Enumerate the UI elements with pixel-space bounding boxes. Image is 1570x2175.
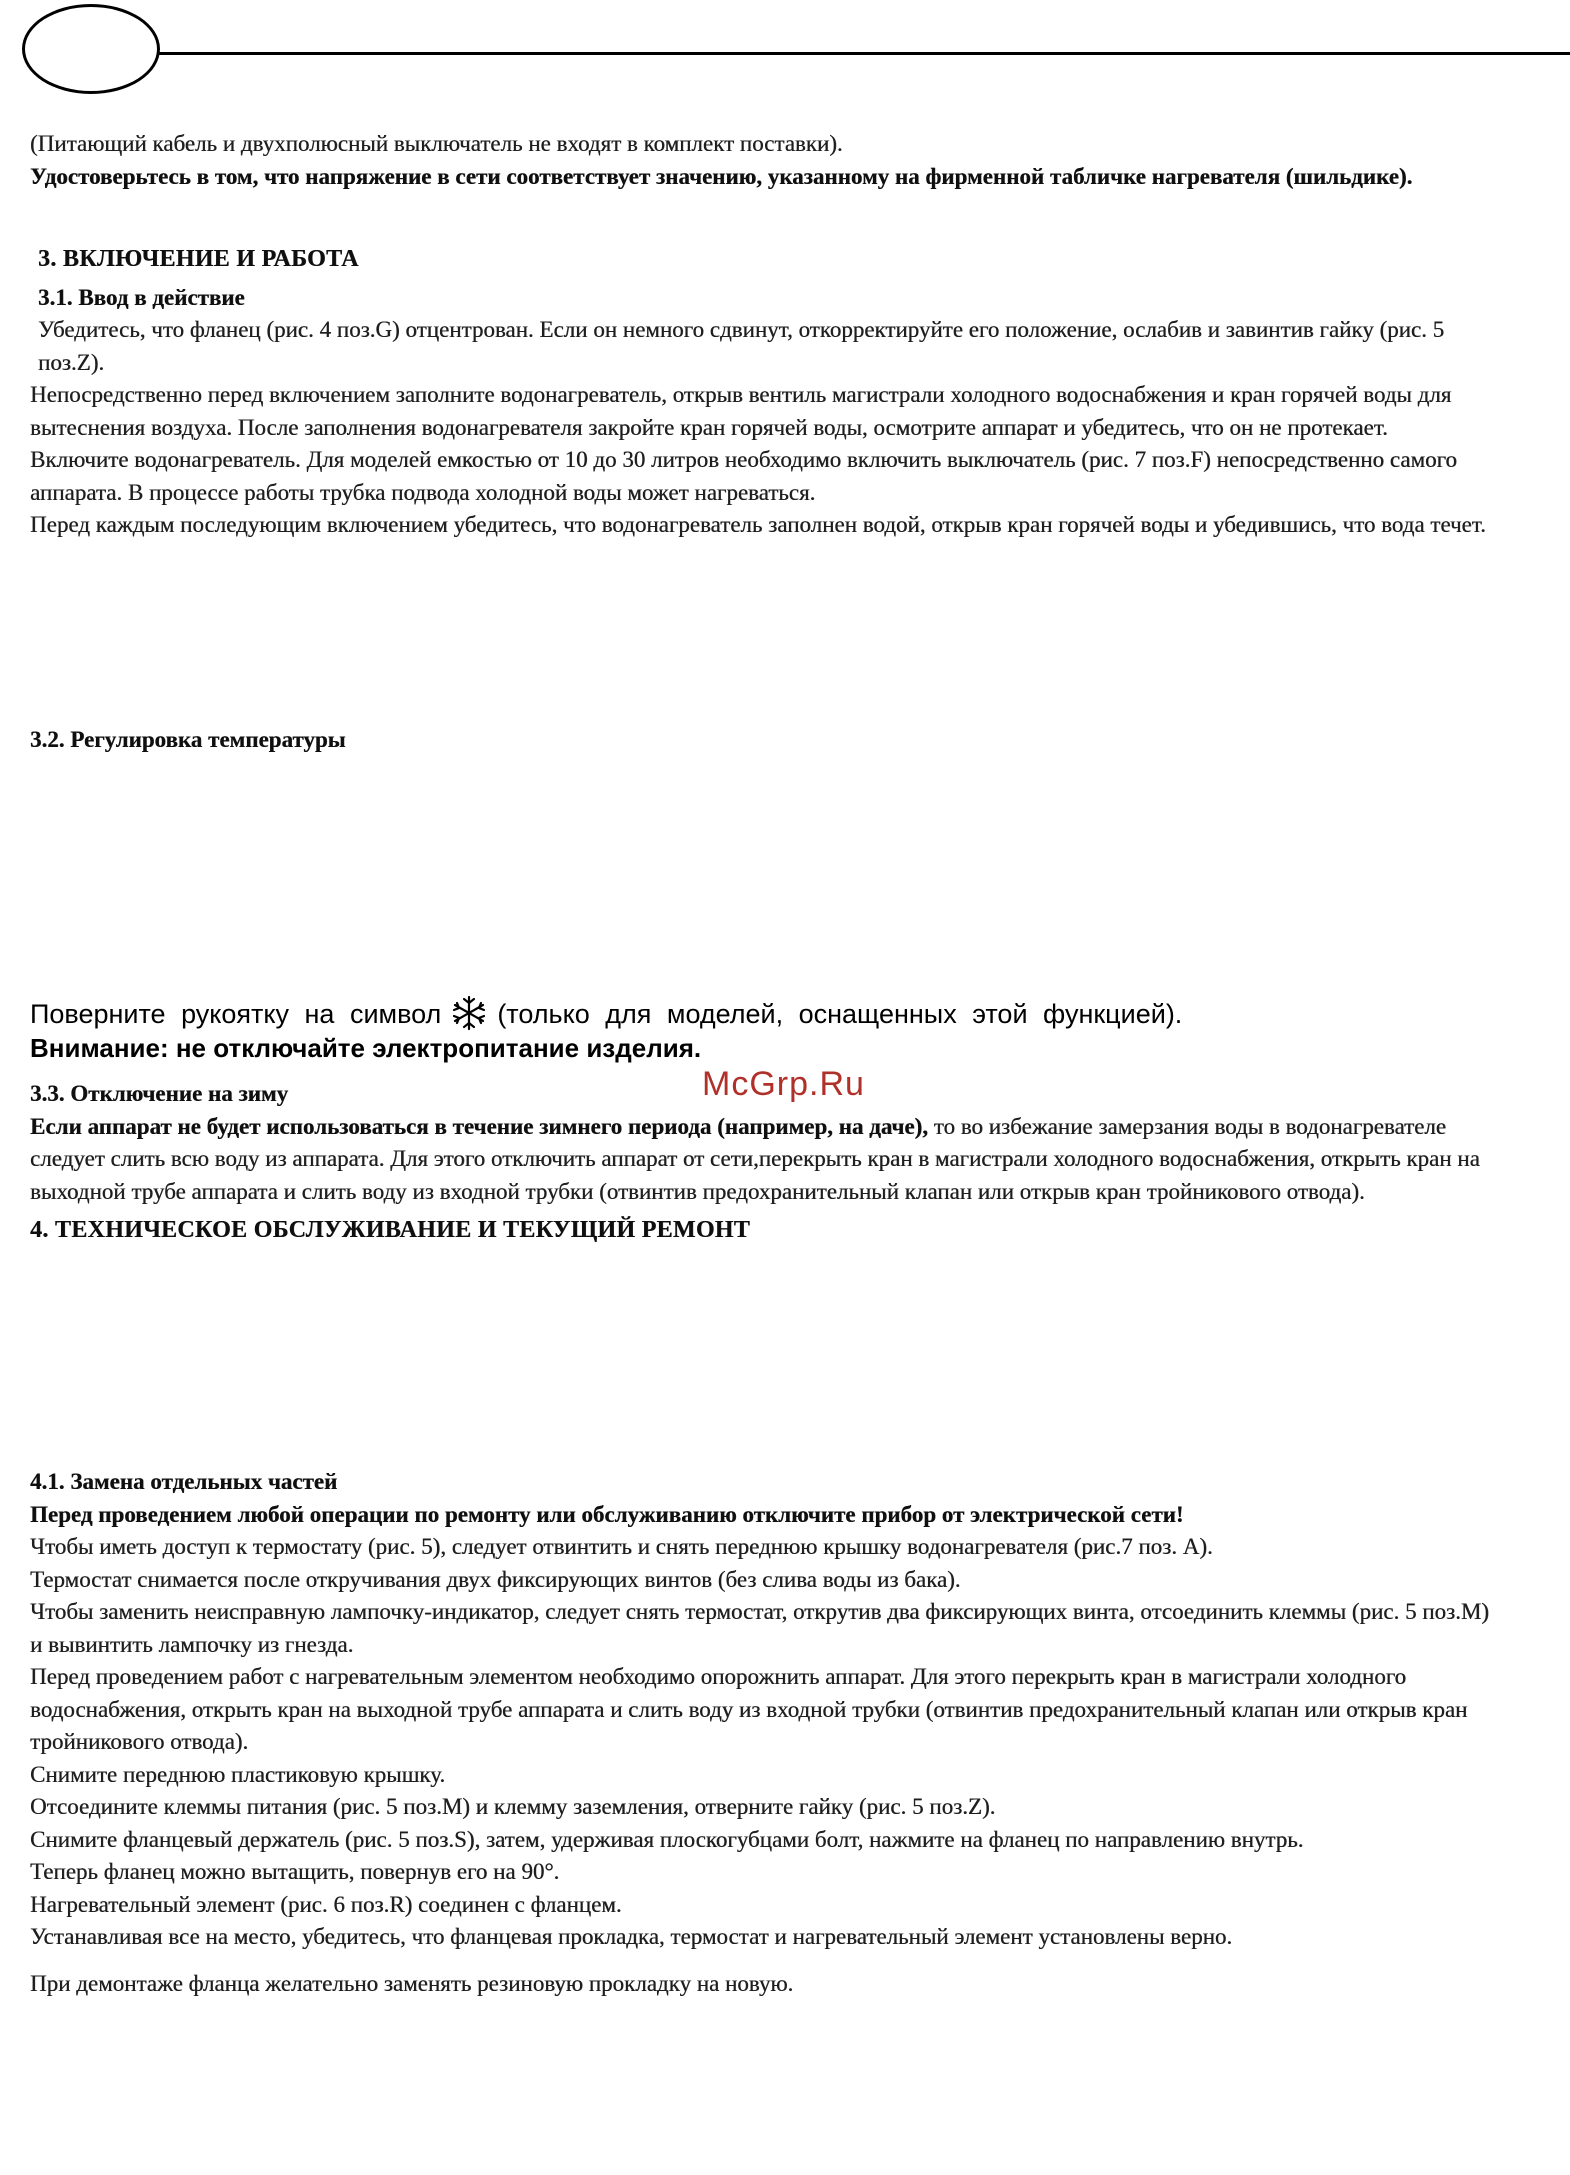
section-4-1-para: Снимите фланцевый держатель (рис. 5 поз.S), затем, удерживая плоскогубцами болт, нажмите на фланец по направлению внутрь. [30, 1826, 1304, 1852]
turn-knob-line [30, 995, 1430, 1031]
section-3 [30, 243, 1490, 542]
section-3-3 [30, 1078, 1490, 1247]
section-4-1-para: При демонтаже фланца желательно заменять резиновую прокладку на новую. [30, 1970, 794, 1996]
watermark: McGrp.Ru [702, 1065, 865, 1103]
section-4-heading: 4. ТЕХНИЧЕСКОЕ ОБСЛУЖИВАНИЕ И ТЕКУЩИЙ РЕМОНТ [30, 1217, 751, 1243]
section-4-1-para: Чтобы иметь доступ к термостату (рис. 5), следует отвинтить и снять переднюю крышку водонагревателя (рис.7 поз. А). [30, 1534, 1213, 1559]
page-number-oval [22, 4, 160, 94]
section-3-2-heading: 3.2. Регулировка температуры [30, 727, 346, 752]
winter-bold-text: Если аппарат не будет использоваться в течение зимнего периода (например, на даче), [30, 1113, 928, 1139]
section-4-1-para: Перед проведением работ с нагревательным элементом необходимо опорожнить аппарат. Для этого перекрыть кран в магистрали холодного водоснабжения, открыть кран на выходной трубе аппарата и слить воду из входной трубки (отвинтив предохранительный клапан или открыв кран тройникового отвода). [30, 1664, 1468, 1754]
voltage-warning: Удостоверьтесь в том, что напряжение в сети соответствует значению, указанному на фирменной табличке нагревателя (шильдике). [30, 163, 1413, 189]
section-4-1-para: Чтобы заменить неисправную лампочку-индикатор, следует снять термостат, открутив два фиксирующих винта, отсоединить клеммы (рис. 5 поз.М) и вывинтить лампочку из гнезда. [30, 1599, 1489, 1657]
header-rule [158, 52, 1570, 55]
section-3-3-heading: 3.3. Отключение на зиму [30, 1081, 289, 1106]
section-4-1-para: Отсоедините клеммы питания (рис. 5 поз.М) и клемму заземления, отверните гайку (рис. 5 поз.Z). [30, 1794, 996, 1819]
section-4-1-para: Снимите переднюю пластиковую крышку. [30, 1761, 446, 1787]
section-3-1-para-2: Непосредственно перед включением заполните водонагреватель, открыв вентиль магистрали холодного водоснабжения и кран горячей воды для вытеснения воздуха. После заполнения водонагревателя закройте кран горячей воды, осмотрите аппарат и убедитесь, что он не протекает. Включите водонагреватель. Для моделей емкостью от 10 до 30 литров необходимо включить выключатель (рис. 7 поз.F) непосредственно самого аппарата. В процессе работы трубка подвода холодной воды может нагреваться. [30, 382, 1457, 505]
power-warning: Внимание: не отключайте электропитание изделия. [30, 1033, 702, 1063]
section-4-1-para: Термостат снимается после откручивания двух фиксирующих винтов (без слива воды из бака). [30, 1566, 961, 1592]
freeze-instruction [30, 995, 1430, 1065]
turn-knob-text: Поверните рукоятку на символ [30, 999, 442, 1029]
section-4-1 [30, 1466, 1490, 2000]
section-4-1-warning: Перед проведением любой операции по ремонту или обслуживанию отключите прибор от электрической сети! [30, 1501, 1184, 1527]
section-4-1-heading: 4.1. Замена отдельных частей [30, 1469, 338, 1494]
cable-note: (Питающий кабель и двухполюсный выключатель не входят в комплект поставки). [30, 131, 843, 156]
section-3-heading: 3. ВКЛЮЧЕНИЕ И РАБОТА [38, 246, 359, 272]
section-3-1-heading: 3.1. Ввод в действие [38, 284, 245, 310]
snowflake-icon [451, 995, 487, 1031]
section-3-2 [30, 724, 1490, 757]
section-4-1-para: Теперь фланец можно вытащить, повернув его на 90°. [30, 1859, 560, 1884]
turn-knob-models-note: (только для моделей, оснащенных этой функцией). [497, 999, 1183, 1029]
section-3-1-para-1: Убедитесь, что фланец (рис. 4 поз.G) отцентрован. Если он немного сдвинут, откорректируйте его положение, ослабив и завинтив гайку (рис. 5 поз.Z). [38, 317, 1445, 375]
section-4-1-para: Нагревательный элемент (рис. 6 поз.R) соединен с фланцем. [30, 1891, 622, 1917]
section-3-3-para [30, 1111, 1490, 1209]
intro-block [30, 128, 1490, 193]
winter-text: то во избежание замерзания воды в водонагревателе следует слить всю воду из аппарата. Для этого отключить аппарат от сети,перекрыть кран в магистрали холодного водоснабжения, открыть кран на выходной трубе аппарата и слить воду из входной трубки (отвинтив предохранительный клапан или открыв кран тройникового отвода). [30, 1113, 1480, 1204]
section-3-1-para-3: Перед каждым последующим включением убедитесь, что водонагреватель заполнен водой, открыв кран горячей воды и убедившись, что вода течет. [30, 512, 1486, 537]
section-4-1-para: Устанавливая все на место, убедитесь, что фланцевая прокладка, термостат и нагревательный элемент установлены верно. [30, 1924, 1233, 1949]
